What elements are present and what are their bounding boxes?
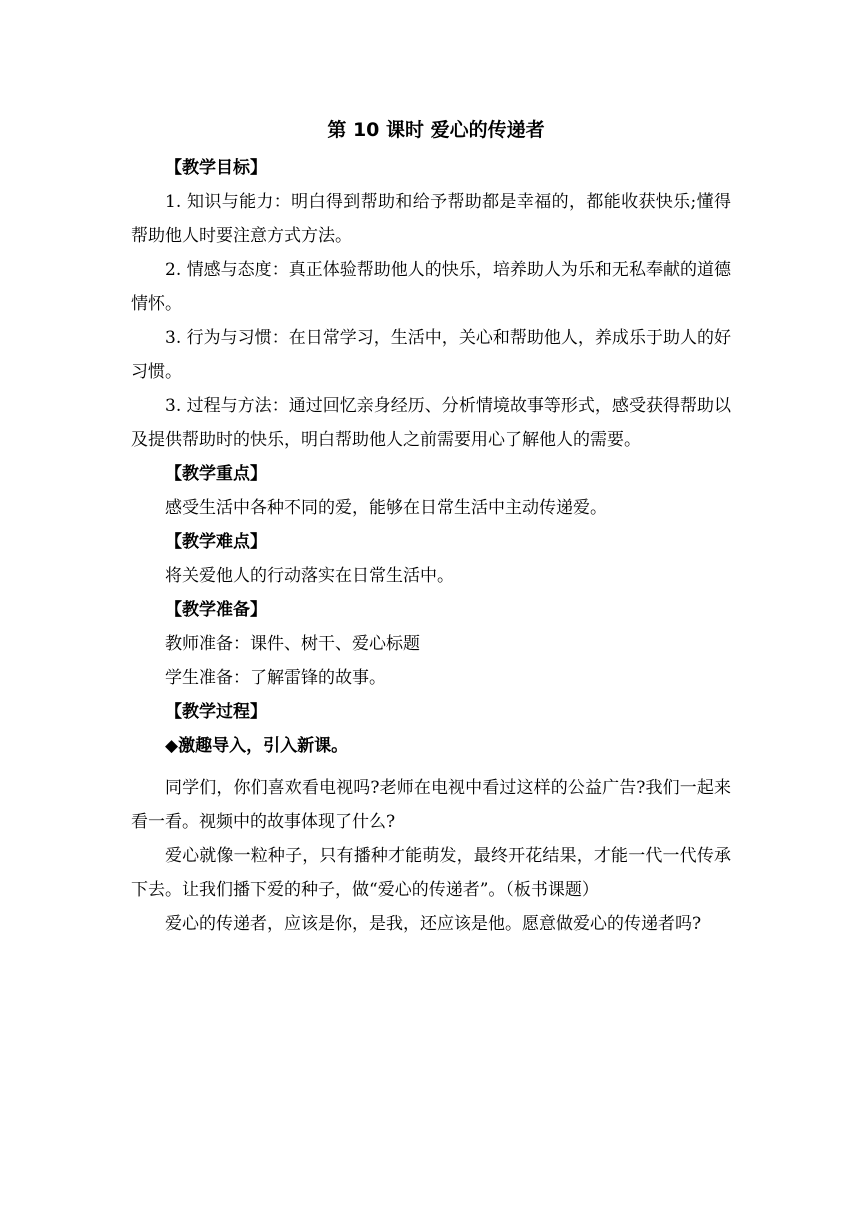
process-paragraph-3: 爱心的传递者，应该是你，是我，还应该是他。愿意做爱心的传递者吗? [165,914,702,934]
difficulties-text: 将关爱他人的行动落实在日常生活中。 [165,566,454,586]
goal-item-4: 3. 过程与方法：通过回忆亲身经历、分析情境故事等形式，感受获得帮助以及提供帮助时的快乐，明白帮助他人之前需要用心了解他人的需要。 [131,396,731,450]
goals-heading: 【教学目标】 [165,158,267,178]
teacher-preparation: 教师准备：课件、树干、爱心标题 [165,634,420,654]
goal-item-1: 1. 知识与能力：明白得到帮助和给予帮助都是幸福的，都能收获快乐;懂得帮助他人时要注意方式方法。 [131,192,731,246]
lesson-title: 第 10 课时 爱心的传递者 [327,119,545,141]
process-step-1-heading: ◆激趣导入，引入新课。 [165,736,349,756]
key-points-heading: 【教学重点】 [165,464,267,484]
goal-item-3: 3. 行为与习惯：在日常学习，生活中，关心和帮助他人，养成乐于助人的好习惯。 [131,328,731,382]
key-points-text: 感受生活中各种不同的爱，能够在日常生活中主动传递爱。 [165,498,607,518]
difficulties-heading: 【教学难点】 [165,532,267,552]
process-paragraph-1: 同学们，你们喜欢看电视吗?老师在电视中看过这样的公益广告?我们一起来看一看。视频中的故事体现了什么? [131,778,731,832]
process-heading: 【教学过程】 [165,702,267,722]
student-preparation: 学生准备：了解雷锋的故事。 [165,668,386,688]
goal-item-2: 2. 情感与态度：真正体验帮助他人的快乐，培养助人为乐和无私奉献的道德情怀。 [131,260,731,314]
process-paragraph-2: 爱心就像一粒种子，只有播种才能萌发，最终开花结果，才能一代一代传承下去。让我们播下爱的种子，做“爱心的传递者”。（板书课题） [131,846,731,900]
preparation-heading: 【教学准备】 [165,600,267,620]
document-page [131,112,731,941]
